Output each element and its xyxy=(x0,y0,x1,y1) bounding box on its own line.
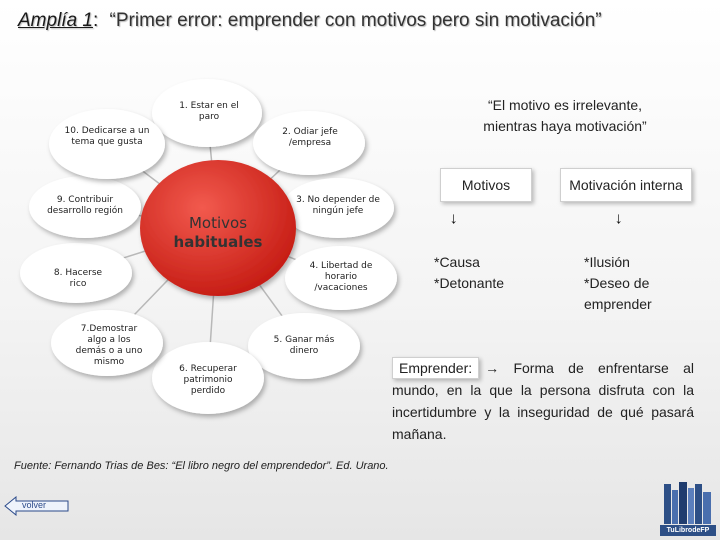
motive-node-label: 6. Recuperar patrimonio perdido xyxy=(179,364,237,396)
column-items-motivacion xyxy=(584,252,652,315)
volver-label: volver xyxy=(22,500,47,510)
list-item: *Detonante xyxy=(434,275,505,291)
logo xyxy=(660,478,716,536)
motive-node-label: 2. Odiar jefe /empresa xyxy=(282,127,338,148)
quote-line2: mientras haya motivación” xyxy=(483,118,647,134)
title-colon: : xyxy=(92,10,99,31)
column-head-motivos: Motivos xyxy=(440,168,532,202)
list-item: emprender xyxy=(584,296,652,312)
list-item: *Ilusión xyxy=(584,254,630,270)
definition-term: Emprender: xyxy=(392,357,479,379)
column-head-motivacion: Motivación interna xyxy=(560,168,692,202)
motive-node-label: 3. No depender de ningún jefe xyxy=(296,195,380,216)
logo-text: TuLibrodeFP xyxy=(660,525,716,536)
title-prefix: Amplía 1 xyxy=(18,10,93,31)
motive-node-label: 9. Contribuir desarrollo región xyxy=(47,195,123,216)
column-items-motivos xyxy=(434,252,504,294)
center-label-line1: Motivos xyxy=(188,214,248,232)
motive-node-label: 10. Dedicarse a un tema que gusta xyxy=(64,126,150,147)
motive-node-label: 4. Libertad de horario /vacaciones xyxy=(309,261,373,293)
center-label-line2: habituales xyxy=(173,233,263,251)
list-item: *Causa xyxy=(434,254,480,270)
motive-node-label: 8. Hacerse rico xyxy=(53,268,103,289)
title-quote: “Primer error: emprender con motivos pero sin motivación” xyxy=(109,10,602,31)
list-item: *Deseo de xyxy=(584,275,650,291)
definition xyxy=(392,357,694,445)
source-citation: Fuente: Fernando Trias de Bes: “El libro negro del emprendedor”. Ed. Urano. xyxy=(14,460,389,472)
books-logo-icon xyxy=(660,478,716,524)
arrow-right-icon: → xyxy=(485,360,500,376)
motive-node-label: 7.Demostrar algo a los demás o a uno mismo xyxy=(75,324,143,367)
center-label xyxy=(168,214,268,252)
arrow-down-icon: → xyxy=(447,211,464,227)
definition-text: Forma de enfrentarse al mundo, en la que la persona disfruta con la incertidumbre y la inseguridad de qué pasará mañana. xyxy=(392,360,695,442)
quote-box xyxy=(430,95,700,137)
quote-line1: “El motivo es irrelevante, xyxy=(487,97,643,113)
motive-node-label: 5. Ganar más dinero xyxy=(273,335,335,356)
arrow-down-icon: → xyxy=(612,211,629,227)
volver-button[interactable] xyxy=(4,496,70,516)
motive-node-label: 1. Estar en el paro xyxy=(179,101,239,122)
